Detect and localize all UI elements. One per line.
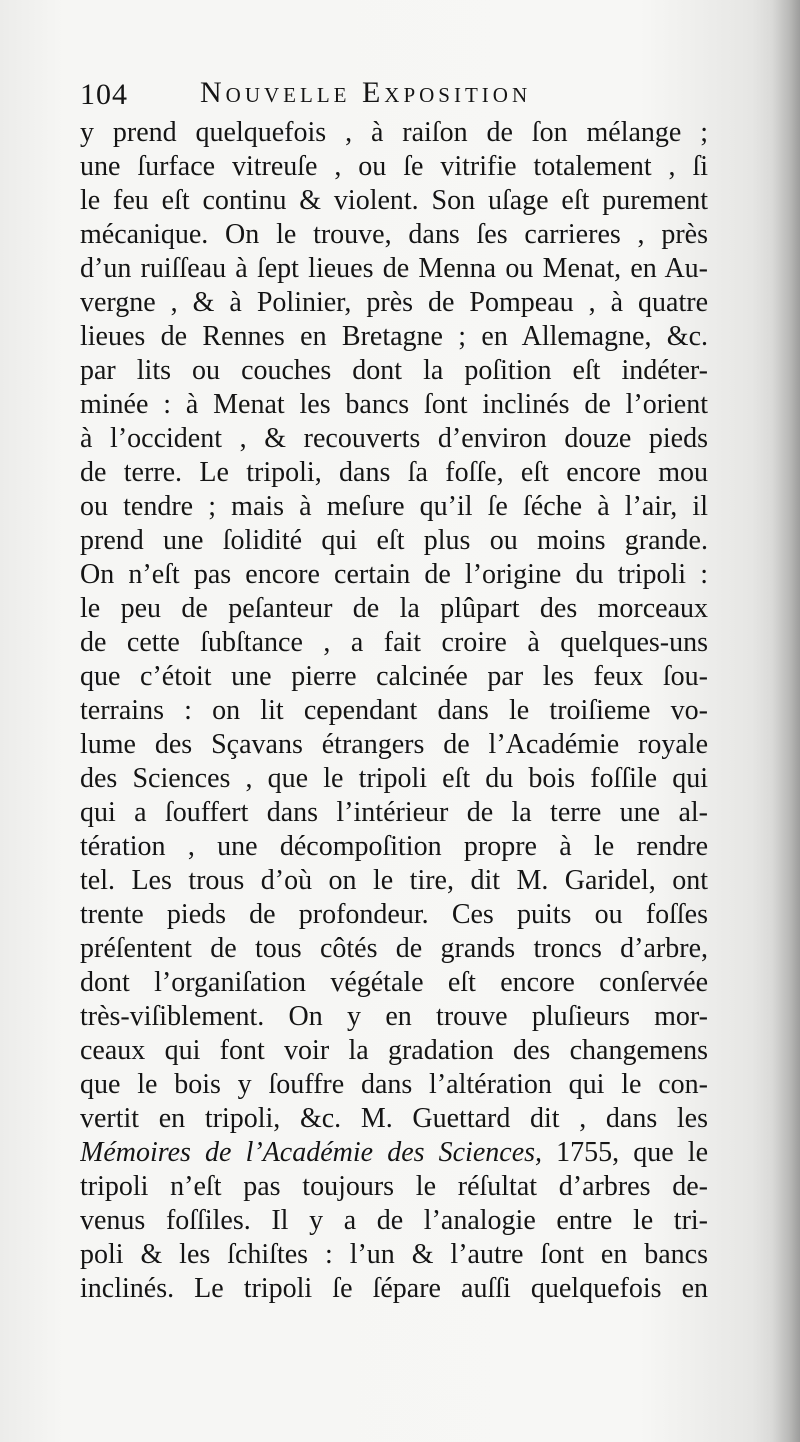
page-header xyxy=(80,74,720,114)
text-line: inclinés. Le tripoli ſe ſépare auſſi quelquefois en xyxy=(80,1273,708,1304)
text-line: par lits ou couches dont la poſition eſt indéter- xyxy=(80,355,708,386)
text-line: ceaux qui font voir la gradation des changemens xyxy=(80,1035,708,1066)
text-line: une ſurface vitreuſe , ou ſe vitrifie totalement , ſi xyxy=(80,151,708,182)
text-line: lume des Sçavans étrangers de l’Académie royale xyxy=(80,729,708,760)
text-line: de terre. Le tripoli, dans ſa foſſe, eſt encore mou xyxy=(80,457,708,488)
citation-title: Mémoires de l’Académie des Sciences, xyxy=(80,1137,543,1168)
text-line: vertit en tripoli, &c. M. Guettard dit , dans les xyxy=(80,1103,708,1134)
text-line: de cette ſubſtance , a fait croire à quelques-uns xyxy=(80,627,708,658)
text-line-with-citation xyxy=(80,1136,708,1170)
page-gutter-shadow xyxy=(772,0,800,1442)
text-line: des Sciences , que le tripoli eſt du bois foſſile qui xyxy=(80,763,708,794)
text-line: que c’étoit une pierre calcinée par les feux ſou- xyxy=(80,661,708,692)
text-line: mécanique. On le trouve, dans ſes carrieres , près xyxy=(80,219,708,250)
text-line: très-viſiblement. On y en trouve pluſieurs mor- xyxy=(80,1001,708,1032)
text-line: poli & les ſchiſtes : l’un & l’autre ſont en bancs xyxy=(80,1239,708,1270)
text-line: préſentent de tous côtés de grands troncs d’arbre, xyxy=(80,933,708,964)
text-line: dont l’organiſation végétale eſt encore conſervée xyxy=(80,967,708,998)
text-line: On n’eſt pas encore certain de l’origine du tripoli : xyxy=(80,559,708,590)
text-line: y prend quelquefois , à raiſon de ſon mélange ; xyxy=(80,117,708,148)
running-title: Nouvelle Exposition xyxy=(200,76,532,109)
text-line: tération , une décompoſition propre à le rendre xyxy=(80,831,708,862)
text-line: lieues de Rennes en Bretagne ; en Allemagne, &c. xyxy=(80,321,708,352)
text-line: minée : à Menat les bancs ſont inclinés de l’orient xyxy=(80,389,708,420)
text-line: trente pieds de profondeur. Ces puits ou foſſes xyxy=(80,899,708,930)
text-line: tripoli n’eſt pas toujours le réſultat d’arbres de- xyxy=(80,1171,708,1202)
text-line: prend une ſolidité qui eſt plus ou moins grande. xyxy=(80,525,708,556)
text-line: venus foſſiles. Il y a de l’analogie entre le tri- xyxy=(80,1205,708,1236)
body-text xyxy=(80,116,708,1306)
text-line: tel. Les trous d’où on le tire, dit M. Garidel, ont xyxy=(80,865,708,896)
text-line: que le bois y ſouffre dans l’altération qui le con- xyxy=(80,1069,708,1100)
text-line: ou tendre ; mais à meſure qu’il ſe ſéche à l’air, il xyxy=(80,491,708,522)
text-line: vergne , & à Polinier, près de Pompeau , à quatre xyxy=(80,287,708,318)
text-line: qui a ſouffert dans l’intérieur de la terre une al- xyxy=(80,797,708,828)
text-line: le peu de peſanteur de la plûpart des morceaux xyxy=(80,593,708,624)
text-line: à l’occident , & recouverts d’environ douze pieds xyxy=(80,423,708,454)
text-line: d’un ruiſſeau à ſept lieues de Menna ou Menat, en Au- xyxy=(80,253,708,284)
citation-rest: 1755, que le xyxy=(542,1137,708,1168)
page-number: 104 xyxy=(80,78,128,111)
text-line: terrains : on lit cependant dans le troiſieme vo- xyxy=(80,695,708,726)
text-line: le feu eſt continu & violent. Son uſage eſt purement xyxy=(80,185,708,216)
